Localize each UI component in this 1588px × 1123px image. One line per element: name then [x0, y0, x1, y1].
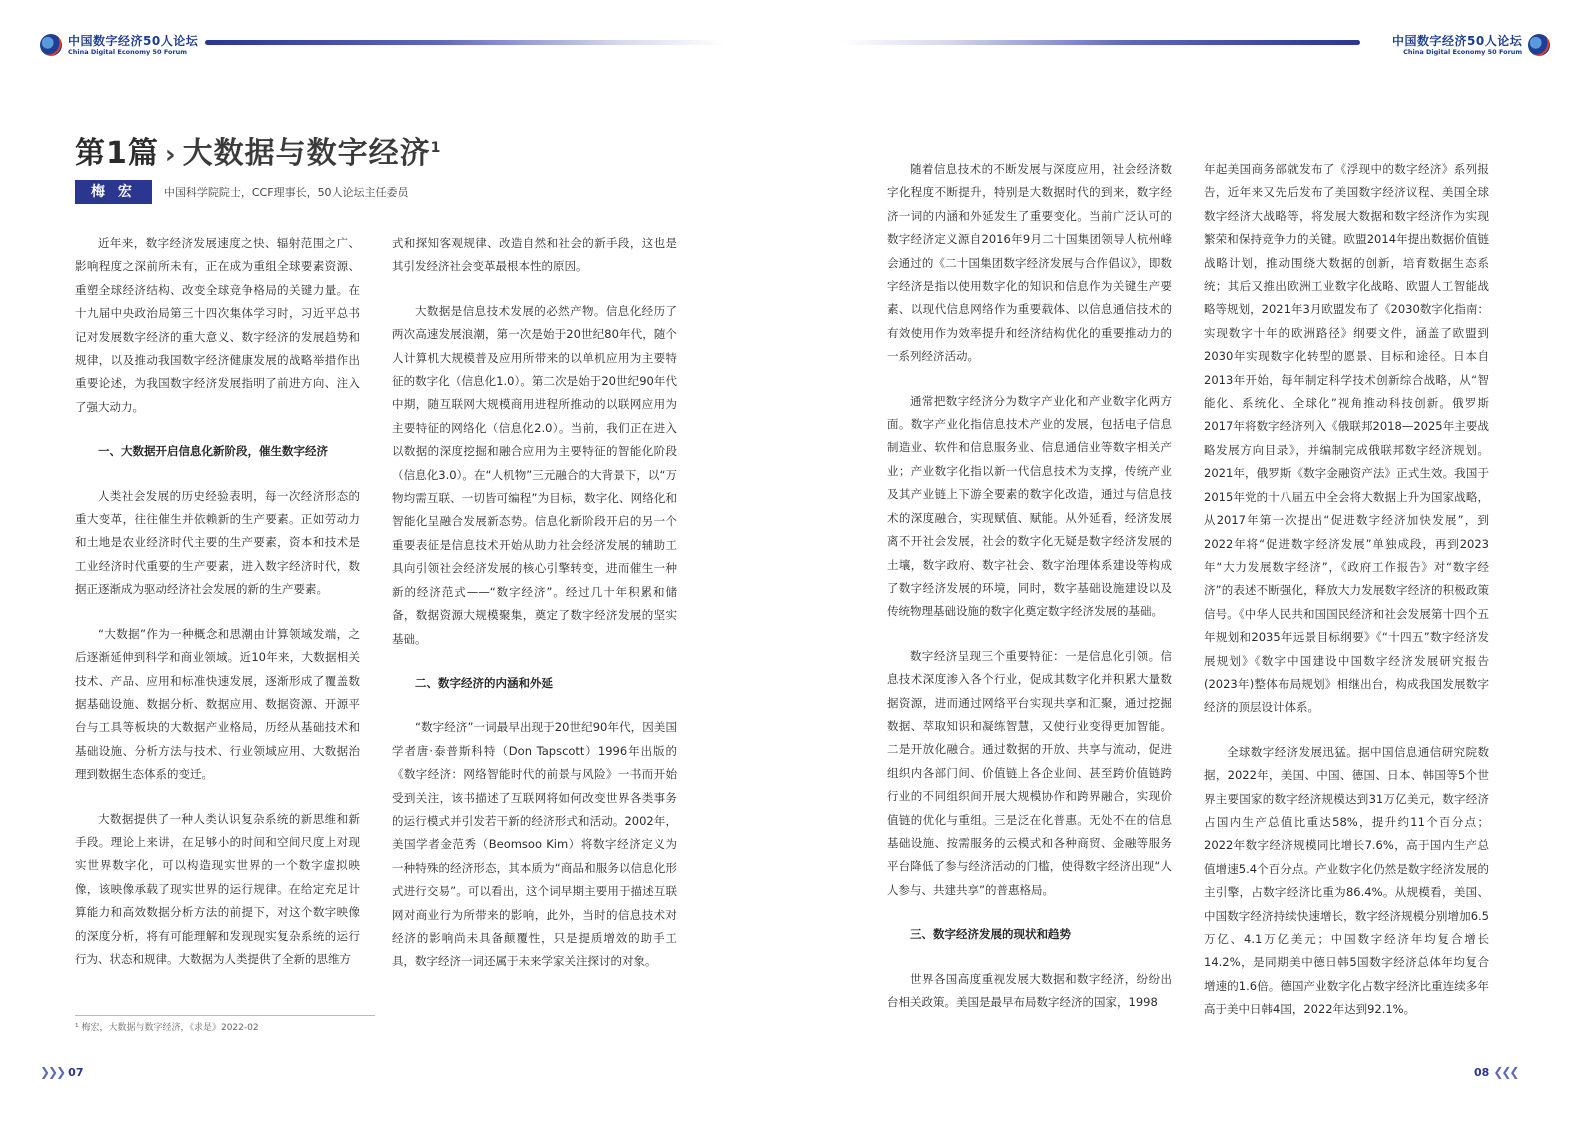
- forum-logo: [40, 34, 198, 56]
- text-column-4: [1204, 158, 1489, 1043]
- author-row: [75, 180, 409, 204]
- text-column-3: [887, 158, 1172, 1035]
- chevron-right-icon: ›: [164, 140, 177, 170]
- page-number-left: [40, 1065, 83, 1079]
- section-heading: 一、大数据开启信息化新阶段，催生数字经济: [98, 444, 328, 459]
- page-number: 08: [1474, 1065, 1490, 1079]
- paragraph: 数字经济呈现三个重要特征：一是信息化引领。信息技术深度渗入各个行业，促成其数字化并积累大量数据资源，进而通过网络平台实现共享和汇聚，通过挖掘数据、萃取知识和凝练智慧，又使行业变得更加智能。二是开放化融合。通过数据的开放、共享与流动，促进组织内各部门间、价值链上各企业间、甚至跨价值链跨行业的不同组织间开展大规模协作和跨界融合，实现价值链的优化与重组。三是泛在化普惠。无处不在的信息基础设施、按需服务的云模式和各种商贸、金融等服务平台降低了参与经济活动的门槛，使得数字经济出现“人人参与、共建共享”的普惠格局。: [887, 648, 1172, 897]
- paragraph: 通常把数字经济分为数字产业化和产业数字化两方面。数字产业化指信息技术产业的发展，包括电子信息制造业、软件和信息服务业、信息通信业等数字相关产业；产业数字化指以新一代信息技术为支撑，传统产业及其产业链上下游全要素的数字化改造，通过与信息技术的深度融合，实现赋值、赋能。从外延看，经济发展离不开社会发展，社会的数字化无疑是数字经济发展的土壤，数字政府、数字社会、数字治理体系建设等构成了数字经济发展的环境，同时，数字基础设施建设以及传统物理基础设施的数字化奠定数字经济发展的基础。: [887, 393, 1172, 619]
- chapter-title-text: 大数据与数字经济: [182, 136, 431, 171]
- logo-en-text: China Digital Economy 50 Forum: [68, 47, 188, 56]
- paragraph: 大数据提供了一种人类认识复杂系统的新思维和新手段。理论上来讲，在足够小的时间和空间尺度上对现实世界数字化，可以构造现实世界的一个数字虚拟映像，该映像承载了现实世界的运行规律。在给定充足计算能力和高效数据分析方法的前提下，对这个数字映像的深度分析，将有可能理解和发现现实复杂系统的运行行为、状态和规律。大数据为人类提供了全新的思维方: [75, 811, 360, 966]
- forum-logo-icon: [1528, 34, 1550, 56]
- forum-logo-icon: [40, 34, 62, 56]
- section-heading: 二、数字经济的内涵和外延: [415, 675, 553, 690]
- paragraph: 人类社会发展的历史经验表明，每一次经济形态的重大变革，往往催生并依赖新的生产要素。正如劳动力和土地是农业经济时代主要的生产要素，资本和技术是工业经济时代重要的生产要素，进入数字经济时代，数据正逐渐成为驱动经济社会发展的新的生产要素。: [75, 488, 360, 597]
- paragraph: 全球数字经济发展迅猛。据中国信息通信研究院数据，2022年，美国、中国、德国、日本、韩国等5个世界主要国家的数字经济规模达到31万亿美元，数字经济占国内生产总值比重达58%，提升约11个百分点；2022年数字经济规模同比增长7.6%，高于国内生产总值增速5.4个百分点。产业数字化仍然是数字经济发展的主引擎，占数字经济比重为86.4%。从规模看，美国、中国数字经济持续快速增长，数字经济规模分别增加6.5万亿、4.1万亿美元；中国数字经济年均复合增长14.2%，是同期美中德日韩5国数字经济总体年均复合增速的1.6倍。德国产业数字化占数字经济比重连续多年高于美中日韩4国，2022年达到92.1%。: [1204, 744, 1489, 1017]
- footnote: ¹ 梅宏，大数据与数字经济，《求是》2022-02: [75, 1015, 375, 1033]
- footnote-ref: 1: [430, 140, 442, 156]
- text-column-2: [392, 232, 677, 995]
- chevrons-right-icon: ❯❯❯: [40, 1065, 65, 1079]
- paragraph: 大数据是信息技术发展的必然产物。信息化经历了两次高速发展浪潮，第一次是始于20世纪80年代，随个人计算机大规模普及应用所带来的以单机应用为主要特征的数字化（信息化1.0）。第二次是始于20世纪90年代中期，随互联网大规模商用进程所推动的以联网应用为主要特征的网络化（信息化2.0）。当前，我们正在进入以数据的深度挖掘和融合应用为主要特征的智能化阶段（信息化3.0）。在“人机物”三元融合的大背景下，以“万物均需互联、一切皆可编程”为目标，数字化、网络化和智能化呈融合发展新态势。信息化新阶段开启的另一个重要表征是信息技术开始从助力社会经济发展的辅助工具向引领社会经济发展的核心引擎转变，进而催生一种新的经济范式——“数字经济”。经过几十年积累和储备，数据资源大规模聚集，奠定了数字经济发展的坚实基础。: [392, 303, 677, 646]
- forum-logo: [1392, 34, 1550, 56]
- paragraph: “大数据”作为一种概念和思潮由计算领域发端，之后逐渐延伸到科学和商业领域。近10年来，大数据相关技术、产品、应用和标准快速发展，逐渐形成了覆盖数据基础设施、数据分析、数据应用、数据资源、开源平台与工具等板块的大数据产业格局，历经从基础技术和基础设施、分析方法与技术、行业领域应用、大数据治理到数据生态体系的变迁。: [75, 626, 360, 782]
- right-page: [794, 0, 1588, 1123]
- paragraph: 年起美国商务部就发布了《浮现中的数字经济》系列报告，近年来又先后发布了美国数字经济议程、美国全球数字经济大战略等，将发展大数据和数字经济作为实现繁荣和保持竞争力的关键。欧盟2014年提出数据价值链战略计划，推动围绕大数据的创新，培育数据生态系统；其后又推出欧洲工业数字化战略、欧盟人工智能战略等规划，2021年3月欧盟发布了《2030数字化指南：实现数字十年的欧洲路径》纲要文件，涵盖了欧盟到2030年实现数字化转型的愿景、目标和途径。日本自2013年开始，每年制定科学技术创新综合战略，从“智能化、系统化、全球化”视角推动科技创新。俄罗斯2017年将数字经济列入《俄联邦2018—2025年主要战略发展方向目录》，并编制完成俄联邦数字经济规划。2021年，俄罗斯《数字金融资产法》正式生效。我国于2015年党的十八届五中全会将大数据上升为国家战略，从2017年第一次提出“促进数字经济加快发展”，到2022年将“促进数字经济发展”单独成段，再到2023年“大力发展数字经济”，《政府工作报告》对“数字经济”的表述不断强化，释放大力发展数字经济的积极政策信号。《中华人民共和国国民经济和社会发展第十四个五年规划和2035年远景目标纲要》《“十四五”数字经济发展规划》《数字中国建设中国数字经济发展研究报告(2023年)整体布局规划》相继出台，构成我国发展数字经济的顶层设计体系。: [1204, 162, 1489, 715]
- section-heading: 三、数字经济发展的现状和趋势: [910, 927, 1071, 942]
- header-bar: [205, 40, 725, 45]
- author-name: 梅 宏: [75, 180, 152, 204]
- logo-cn-text: 中国数字经济50人论坛: [68, 33, 199, 48]
- logo-cn-text: 中国数字经济50人论坛: [1392, 33, 1523, 48]
- text-column-1: [75, 232, 360, 992]
- chapter-title: [75, 128, 441, 172]
- chevrons-left-icon: ❮❮❮: [1493, 1065, 1518, 1079]
- paragraph: 式和探知客观规律、改造自然和社会的新手段，这也是其引发经济社会变革最根本性的原因。: [392, 236, 677, 274]
- paragraph: 随着信息技术的不断发展与深度应用，社会经济数字化程度不断提升，特别是大数据时代的到来，数字经济一词的内涵和外延发生了重要变化。当前广泛认可的数字经济定义源自2016年9月二十国集团领导人杭州峰会通过的《二十国集团数字经济发展与合作倡议》，即数字经济是指以使用数字化的知识和信息作为关键生产要素、以现代信息网络作为重要载体、以信息通信技术的有效使用作为效率提升和经济结构优化的重要推动力的一系列经济活动。: [887, 162, 1172, 364]
- logo-en-text: China Digital Economy 50 Forum: [1403, 47, 1523, 56]
- paragraph: 世界各国高度重视发展大数据和数字经济，纷纷出台相关政策。美国是最早布局数字经济的国家，1998: [887, 971, 1172, 1009]
- author-desc: 中国科学院院士，CCF理事长，50人论坛主任委员: [163, 186, 409, 199]
- header-bar: [842, 40, 1360, 45]
- paragraph: 近年来，数字经济发展速度之快、辐射范围之广、影响程度之深前所未有，正在成为重组全球要素资源、重塑全球经济结构、改变全球竞争格局的关键力量。在十九届中央政治局第三十四次集体学习时，习近平总书记对发展数字经济的重大意义、数字经济的发展趋势和规律，以及推动我国数字经济健康发展的战略举措作出重要论述，为我国数字经济发展指明了前进方向、注入了强大动力。: [75, 236, 360, 414]
- paragraph: “数字经济”一词最早出现于20世纪90年代，因美国学者唐·泰普斯科特（Don Tapscott）1996年出版的《数字经济：网络智能时代的前景与风险》一书而开始受到关注，该书描述了互联网将如何改变世界各类事务的运行模式并引发若干新的经济形式和活动。2002年，美国学者金范秀（Beomsoo Kim）将数字经济定义为一种特殊的经济形态，其本质为“商品和服务以信息化形式进行交易”。可以看出，这个词早期主要用于描述互联网对商业行为所带来的影响，此外，当时的信息技术对经济的影响尚未具备颠覆性，只是提质增效的助手工具，数字经济一词还属于未来学家关注探讨的对象。: [392, 720, 677, 969]
- page-number: 07: [68, 1065, 84, 1079]
- page-number-right: [1474, 1065, 1517, 1079]
- chapter-part: 第1篇: [75, 136, 159, 171]
